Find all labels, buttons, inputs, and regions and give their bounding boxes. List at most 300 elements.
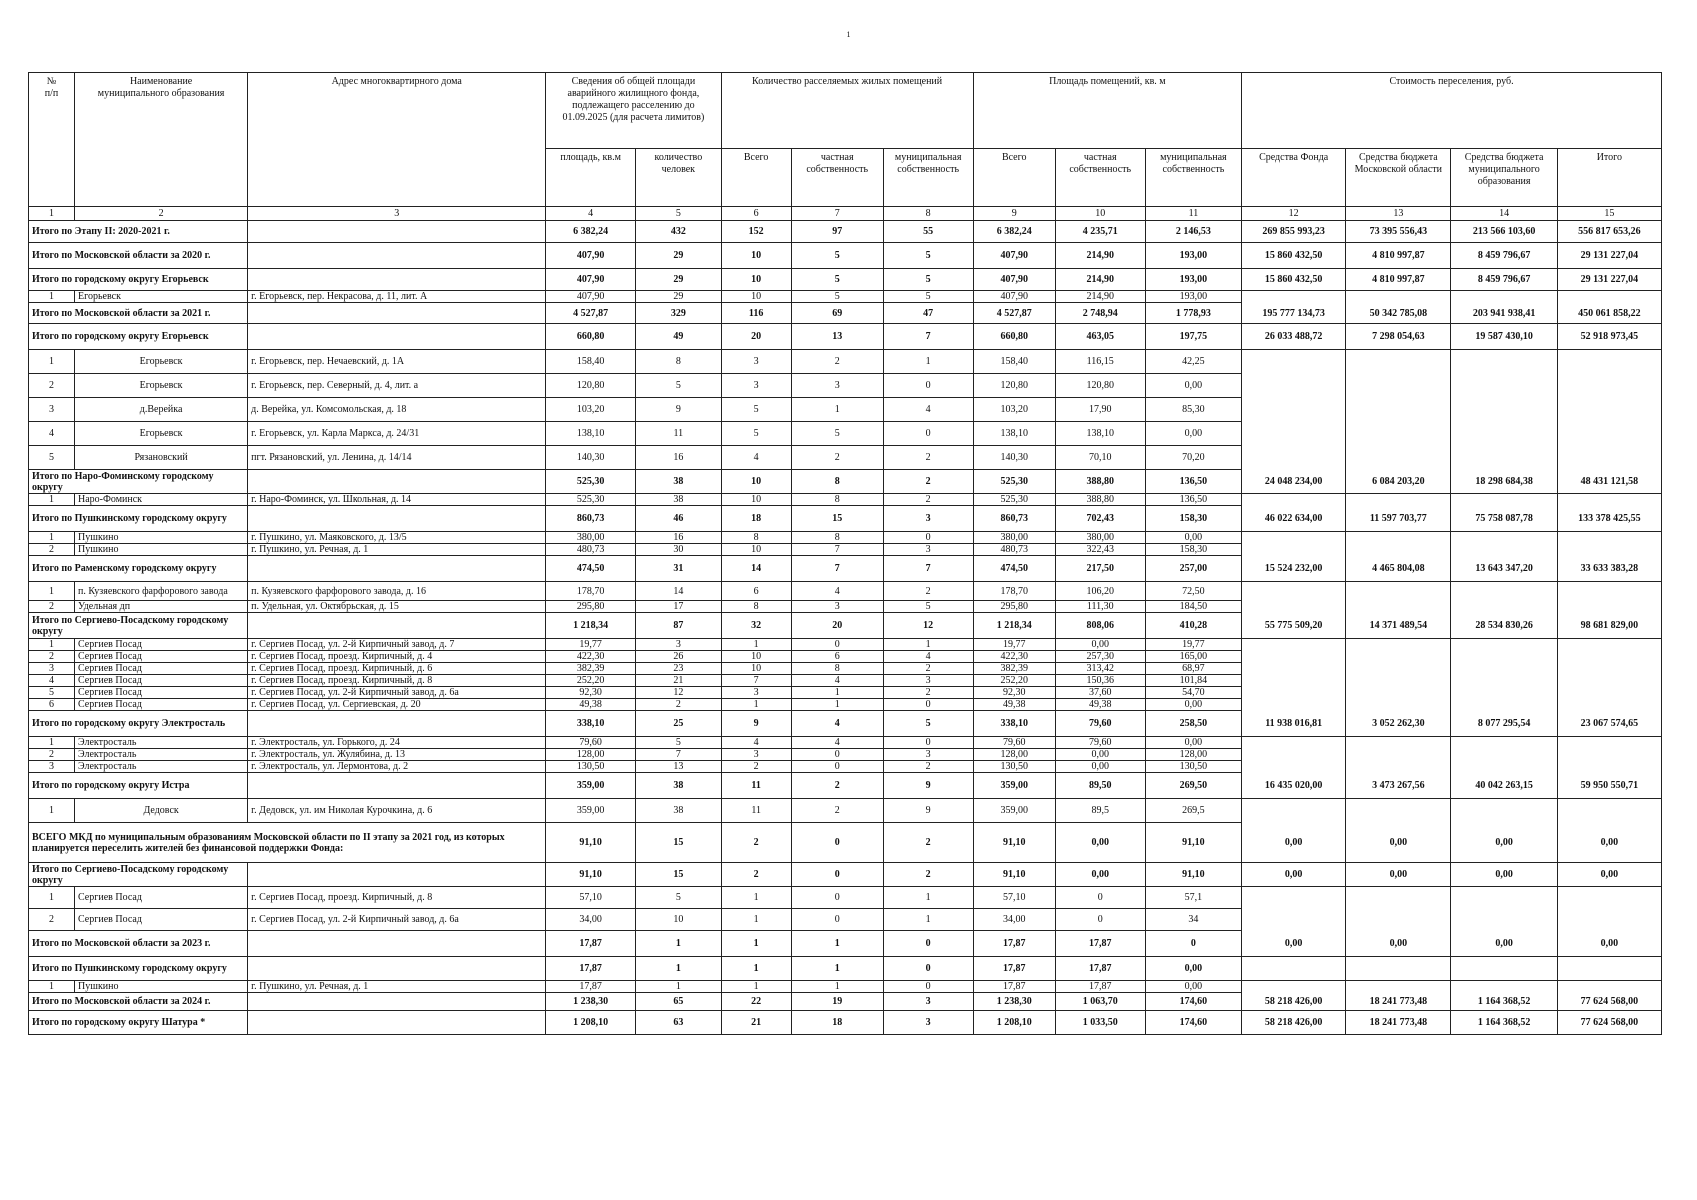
value-cell: 97 — [791, 221, 883, 243]
empty-cell — [1451, 749, 1557, 761]
value-cell: 0 — [791, 863, 883, 887]
house-address: г. Егорьевск, пер. Северный, д. 4, лит. а — [248, 374, 546, 398]
value-cell: 11 938 016,81 — [1242, 711, 1346, 737]
empty-cell — [1451, 582, 1557, 601]
value-cell: 57,10 — [973, 887, 1055, 909]
house-address: п. Удельная, ул. Октябрьская, д. 15 — [248, 601, 546, 613]
subtotal-label: Итого по Пушкинскому городскому округу — [29, 957, 248, 981]
empty-cell — [1557, 601, 1661, 613]
subtotal-label: Итого по Раменскому городскому округу — [29, 556, 248, 582]
empty-cell — [1242, 749, 1346, 761]
address-cell-empty — [248, 1011, 546, 1035]
value-cell: 91,10 — [546, 863, 636, 887]
value-cell: 0,00 — [1145, 957, 1241, 981]
value-cell: 130,50 — [973, 761, 1055, 773]
empty-cell — [1451, 651, 1557, 663]
municipality-name: Егорьевск — [75, 350, 248, 374]
empty-cell — [1451, 291, 1557, 303]
subtotal-row — [29, 773, 1662, 799]
value-cell: 0,00 — [1145, 737, 1241, 749]
value-cell: 42,25 — [1145, 350, 1241, 374]
house-address: г. Сергиев Посад, ул. 2-й Кирпичный завод, д. 6а — [248, 687, 546, 699]
value-cell: 52 918 973,45 — [1557, 324, 1661, 350]
value-cell: 525,30 — [546, 494, 636, 506]
value-cell: 0 — [883, 532, 973, 544]
value-cell: 5 — [721, 422, 791, 446]
value-cell: 91,10 — [973, 863, 1055, 887]
row-number: 6 — [29, 699, 75, 711]
value-cell: 40 042 263,15 — [1451, 773, 1557, 799]
value-cell: 6 — [721, 582, 791, 601]
value-cell: 103,20 — [546, 398, 636, 422]
value-cell: 12 — [636, 687, 721, 699]
house-row — [29, 601, 1662, 613]
value-cell: 91,10 — [546, 823, 636, 863]
value-cell: 410,28 — [1145, 613, 1241, 639]
subtotal-row — [29, 993, 1662, 1011]
value-cell: 5 — [791, 243, 883, 269]
address-cell-empty — [248, 324, 546, 350]
value-cell: 5 — [883, 269, 973, 291]
value-cell: 18 — [721, 506, 791, 532]
value-cell: 1 — [721, 639, 791, 651]
header-cost: Стоимость переселения, руб. — [1242, 73, 1662, 149]
value-cell: 10 — [721, 470, 791, 494]
value-cell: 174,60 — [1145, 1011, 1241, 1035]
row-number: 4 — [29, 422, 75, 446]
value-cell: 0 — [883, 981, 973, 993]
value-cell: 338,10 — [546, 711, 636, 737]
empty-cell — [1557, 749, 1661, 761]
value-cell: 58 218 426,00 — [1242, 993, 1346, 1011]
value-cell: 3 — [883, 544, 973, 556]
header-private-area: частная собственность — [1055, 149, 1145, 207]
value-cell: 2 — [883, 863, 973, 887]
value-cell: 2 748,94 — [1055, 303, 1145, 324]
empty-cell — [1346, 749, 1451, 761]
value-cell: 133 378 425,55 — [1557, 506, 1661, 532]
value-cell: 77 624 568,00 — [1557, 993, 1661, 1011]
empty-cell — [1451, 639, 1557, 651]
value-cell: 10 — [721, 663, 791, 675]
address-cell-empty — [248, 506, 546, 532]
value-cell: 2 — [636, 699, 721, 711]
address-cell-empty — [248, 269, 546, 291]
empty-cell — [1557, 532, 1661, 544]
column-number: 10 — [1055, 207, 1145, 221]
value-cell: 4 810 997,87 — [1346, 243, 1451, 269]
municipality-name: д.Верейка — [75, 398, 248, 422]
subtotal-row — [29, 931, 1662, 957]
municipality-name: Пушкино — [75, 532, 248, 544]
house-address: г. Пушкино, ул. Маяковского, д. 13/5 — [248, 532, 546, 544]
house-row — [29, 699, 1662, 711]
value-cell: 23 — [636, 663, 721, 675]
value-cell: 3 — [883, 993, 973, 1011]
municipality-name: Пушкино — [75, 544, 248, 556]
empty-cell — [1242, 663, 1346, 675]
value-cell: 5 — [791, 269, 883, 291]
empty-cell — [1242, 422, 1346, 446]
value-cell: 140,30 — [973, 446, 1055, 470]
municipality-name: Электросталь — [75, 761, 248, 773]
empty-cell — [1346, 398, 1451, 422]
house-address: п. Кузяевского фарфорового завода, д. 16 — [248, 582, 546, 601]
value-cell: 101,84 — [1145, 675, 1241, 687]
value-cell: 3 — [883, 506, 973, 532]
address-cell-empty — [248, 221, 546, 243]
column-number: 5 — [636, 207, 721, 221]
subtotal-label: Итого по Сергиево-Посадскому городскому округу — [29, 863, 248, 887]
value-cell: 214,90 — [1055, 269, 1145, 291]
value-cell: 0,00 — [1055, 863, 1145, 887]
value-cell: 15 860 432,50 — [1242, 243, 1346, 269]
empty-cell — [1242, 398, 1346, 422]
value-cell: 10 — [721, 291, 791, 303]
empty-cell — [1557, 675, 1661, 687]
empty-cell — [1451, 761, 1557, 773]
empty-cell — [1451, 675, 1557, 687]
empty-cell — [1451, 494, 1557, 506]
subtotal-row — [29, 221, 1662, 243]
value-cell: 16 — [636, 532, 721, 544]
empty-cell — [1242, 494, 1346, 506]
subtotal-label: Итого по городскому округу Шатура * — [29, 1011, 248, 1035]
value-cell: 18 — [791, 1011, 883, 1035]
value-cell: 26 — [636, 651, 721, 663]
value-cell: 130,50 — [546, 761, 636, 773]
house-address: д. Верейка, ул. Комсомольская, д. 18 — [248, 398, 546, 422]
value-cell: 17,87 — [973, 981, 1055, 993]
value-cell: 1 — [721, 887, 791, 909]
value-cell: 359,00 — [973, 799, 1055, 823]
value-cell: 257,00 — [1145, 556, 1241, 582]
value-cell: 0 — [791, 823, 883, 863]
value-cell: 463,05 — [1055, 324, 1145, 350]
value-cell: 138,10 — [546, 422, 636, 446]
empty-cell — [1451, 374, 1557, 398]
subtotal-row — [29, 324, 1662, 350]
value-cell: 5 — [791, 422, 883, 446]
house-row — [29, 544, 1662, 556]
value-cell: 13 — [791, 324, 883, 350]
house-row — [29, 675, 1662, 687]
value-cell: 0 — [1055, 909, 1145, 931]
value-cell: 1 — [791, 398, 883, 422]
house-address: пгт. Рязановский, ул. Ленина, д. 14/14 — [248, 446, 546, 470]
value-cell: 184,50 — [1145, 601, 1241, 613]
value-cell: 0,00 — [1055, 761, 1145, 773]
value-cell: 0,00 — [1145, 699, 1241, 711]
municipality-name: п. Кузяевского фарфорового завода — [75, 582, 248, 601]
value-cell: 30 — [636, 544, 721, 556]
house-address: г. Пушкино, ул. Речная, д. 1 — [248, 981, 546, 993]
house-address: г. Сергиев Посад, ул. 2-й Кирпичный завод, д. 7 — [248, 639, 546, 651]
value-cell: 4 527,87 — [973, 303, 1055, 324]
column-number: 12 — [1242, 207, 1346, 221]
house-address: г. Электросталь, ул. Горького, д. 24 — [248, 737, 546, 749]
value-cell: 4 — [791, 675, 883, 687]
value-cell: 22 — [721, 993, 791, 1011]
empty-cell — [1346, 687, 1451, 699]
value-cell: 0 — [791, 761, 883, 773]
house-address: г. Егорьевск, пер. Нечаевский, д. 1А — [248, 350, 546, 374]
header-no: № п/п — [29, 73, 75, 207]
empty-cell — [1242, 799, 1346, 823]
value-cell: 2 — [883, 823, 973, 863]
value-cell: 808,06 — [1055, 613, 1145, 639]
value-cell: 382,39 — [973, 663, 1055, 675]
value-cell: 136,50 — [1145, 470, 1241, 494]
page-number: 1 — [846, 30, 851, 39]
value-cell: 0 — [791, 749, 883, 761]
subtotal-row — [29, 957, 1662, 981]
house-row — [29, 494, 1662, 506]
empty-cell — [1346, 799, 1451, 823]
value-cell: 0 — [1145, 931, 1241, 957]
house-row — [29, 909, 1662, 931]
value-cell: 407,90 — [546, 291, 636, 303]
value-cell: 4 — [721, 446, 791, 470]
value-cell: 16 — [636, 446, 721, 470]
municipality-name: Дедовск — [75, 799, 248, 823]
value-cell: 213 566 103,60 — [1451, 221, 1557, 243]
value-cell: 257,30 — [1055, 651, 1145, 663]
value-cell: 203 941 938,41 — [1451, 303, 1557, 324]
value-cell: 63 — [636, 1011, 721, 1035]
value-cell: 17,87 — [546, 957, 636, 981]
value-cell: 0,00 — [1242, 931, 1346, 957]
empty-cell — [1346, 544, 1451, 556]
value-cell: 46 022 634,00 — [1242, 506, 1346, 532]
house-row — [29, 532, 1662, 544]
value-cell: 0 — [883, 374, 973, 398]
header-municipal-area: муниципальная собственность — [1145, 149, 1241, 207]
value-cell: 73 395 556,43 — [1346, 221, 1451, 243]
empty-cell — [1557, 699, 1661, 711]
empty-cell — [1557, 957, 1661, 981]
empty-cell — [1242, 737, 1346, 749]
value-cell: 3 — [721, 374, 791, 398]
value-cell: 197,75 — [1145, 324, 1241, 350]
value-cell: 18 298 684,38 — [1451, 470, 1557, 494]
empty-cell — [1557, 582, 1661, 601]
value-cell: 3 — [791, 374, 883, 398]
value-cell: 128,00 — [973, 749, 1055, 761]
address-cell-empty — [248, 243, 546, 269]
value-cell: 47 — [883, 303, 973, 324]
value-cell: 295,80 — [973, 601, 1055, 613]
value-cell: 860,73 — [973, 506, 1055, 532]
empty-cell — [1346, 675, 1451, 687]
row-number: 2 — [29, 651, 75, 663]
value-cell: 128,00 — [1145, 749, 1241, 761]
subtotal-label: Итого по городскому округу Егорьевск — [29, 324, 248, 350]
header-row-top — [29, 73, 1662, 149]
value-cell: 34,00 — [973, 909, 1055, 931]
value-cell: 10 — [721, 651, 791, 663]
row-number: 1 — [29, 291, 75, 303]
empty-cell — [1346, 601, 1451, 613]
value-cell: 18 241 773,48 — [1346, 993, 1451, 1011]
header-total-rooms: Всего — [721, 149, 791, 207]
value-cell: 14 — [636, 582, 721, 601]
value-cell: 14 371 489,54 — [1346, 613, 1451, 639]
value-cell: 1 — [791, 699, 883, 711]
value-cell: 2 — [791, 446, 883, 470]
value-cell: 1 — [636, 981, 721, 993]
value-cell: 1 238,30 — [546, 993, 636, 1011]
value-cell: 6 382,24 — [973, 221, 1055, 243]
value-cell: 178,70 — [546, 582, 636, 601]
empty-cell — [1451, 663, 1557, 675]
empty-cell — [1557, 651, 1661, 663]
resettlement-table — [28, 72, 1662, 1035]
value-cell: 432 — [636, 221, 721, 243]
column-number: 15 — [1557, 207, 1661, 221]
value-cell: 2 — [883, 761, 973, 773]
subtotal-row — [29, 823, 1662, 863]
empty-cell — [1451, 687, 1557, 699]
column-number: 4 — [546, 207, 636, 221]
value-cell: 0 — [883, 422, 973, 446]
value-cell: 29 — [636, 269, 721, 291]
header-municipal-budget: Средства бюджета муниципального образования — [1451, 149, 1557, 207]
value-cell: 23 067 574,65 — [1557, 711, 1661, 737]
value-cell: 69 — [791, 303, 883, 324]
value-cell: 10 — [721, 243, 791, 269]
value-cell: 6 084 203,20 — [1346, 470, 1451, 494]
value-cell: 87 — [636, 613, 721, 639]
value-cell: 10 — [721, 544, 791, 556]
value-cell: 19 — [791, 993, 883, 1011]
value-cell: 15 — [636, 823, 721, 863]
value-cell: 195 777 134,73 — [1242, 303, 1346, 324]
house-row — [29, 887, 1662, 909]
value-cell: 8 459 796,67 — [1451, 243, 1557, 269]
row-number: 1 — [29, 737, 75, 749]
value-cell: 106,20 — [1055, 582, 1145, 601]
value-cell: 15 860 432,50 — [1242, 269, 1346, 291]
house-row — [29, 398, 1662, 422]
value-cell: 11 — [721, 773, 791, 799]
municipality-name: Сергиев Посад — [75, 687, 248, 699]
value-cell: 258,50 — [1145, 711, 1241, 737]
value-cell: 7 — [883, 556, 973, 582]
value-cell: 15 — [791, 506, 883, 532]
value-cell: 49,38 — [546, 699, 636, 711]
house-address: г. Дедовск, ул. им Николая Курочкина, д. 6 — [248, 799, 546, 823]
value-cell: 0,00 — [1055, 639, 1145, 651]
value-cell: 9 — [883, 799, 973, 823]
value-cell: 1 164 368,52 — [1451, 993, 1557, 1011]
value-cell: 103,20 — [973, 398, 1055, 422]
value-cell: 5 — [883, 291, 973, 303]
value-cell: 17,87 — [546, 931, 636, 957]
address-cell-empty — [248, 470, 546, 494]
value-cell: 388,80 — [1055, 470, 1145, 494]
value-cell: 380,00 — [546, 532, 636, 544]
value-cell: 138,10 — [973, 422, 1055, 446]
value-cell: 252,20 — [546, 675, 636, 687]
empty-cell — [1242, 446, 1346, 470]
empty-cell — [1242, 699, 1346, 711]
empty-cell — [1557, 374, 1661, 398]
value-cell: 474,50 — [973, 556, 1055, 582]
house-row — [29, 981, 1662, 993]
house-address: г. Электросталь, ул. Лермонтова, д. 2 — [248, 761, 546, 773]
value-cell: 5 — [883, 243, 973, 269]
value-cell: 407,90 — [973, 291, 1055, 303]
empty-cell — [1451, 887, 1557, 909]
municipality-name: Сергиев Посад — [75, 651, 248, 663]
value-cell: 0,00 — [1346, 823, 1451, 863]
value-cell: 91,10 — [1145, 863, 1241, 887]
value-cell: 21 — [636, 675, 721, 687]
value-cell: 0 — [1055, 887, 1145, 909]
value-cell: 0,00 — [1346, 931, 1451, 957]
empty-cell — [1557, 350, 1661, 374]
value-cell: 8 — [636, 350, 721, 374]
house-row — [29, 374, 1662, 398]
value-cell: 2 — [883, 494, 973, 506]
empty-cell — [1451, 544, 1557, 556]
value-cell: 7 298 054,63 — [1346, 324, 1451, 350]
house-row — [29, 737, 1662, 749]
value-cell: 58 218 426,00 — [1242, 1011, 1346, 1035]
empty-cell — [1242, 761, 1346, 773]
value-cell: 1 — [721, 931, 791, 957]
value-cell: 3 — [721, 749, 791, 761]
subtotal-label: Итого по Московской области за 2024 г. — [29, 993, 248, 1011]
empty-cell — [1451, 350, 1557, 374]
subtotal-row — [29, 556, 1662, 582]
value-cell: 12 — [883, 613, 973, 639]
header-area-sqm: площадь, кв.м — [546, 149, 636, 207]
empty-cell — [1557, 639, 1661, 651]
value-cell: 3 — [883, 749, 973, 761]
column-number: 11 — [1145, 207, 1241, 221]
value-cell: 17,90 — [1055, 398, 1145, 422]
column-number: 14 — [1451, 207, 1557, 221]
subtotal-row — [29, 506, 1662, 532]
empty-cell — [1242, 544, 1346, 556]
value-cell: 295,80 — [546, 601, 636, 613]
empty-cell — [1242, 957, 1346, 981]
column-number: 13 — [1346, 207, 1451, 221]
value-cell: 2 — [721, 863, 791, 887]
value-cell: 7 — [883, 324, 973, 350]
value-cell: 89,50 — [1055, 773, 1145, 799]
value-cell: 116 — [721, 303, 791, 324]
value-cell: 8 — [791, 494, 883, 506]
house-address: г. Сергиев Посад, проезд. Кирпичный, д. 6 — [248, 663, 546, 675]
address-cell-empty — [248, 863, 546, 887]
house-address: г. Сергиев Посад, ул. 2-й Кирпичный завод, д. 6а — [248, 909, 546, 931]
empty-cell — [1557, 687, 1661, 699]
value-cell: 116,15 — [1055, 350, 1145, 374]
value-cell: 2 — [791, 350, 883, 374]
subtotal-row — [29, 1011, 1662, 1035]
value-cell: 8 077 295,54 — [1451, 711, 1557, 737]
value-cell: 407,90 — [546, 243, 636, 269]
value-cell: 380,00 — [973, 532, 1055, 544]
value-cell: 136,50 — [1145, 494, 1241, 506]
subtotal-label: Итого по Московской области за 2020 г. — [29, 243, 248, 269]
value-cell: 2 — [791, 773, 883, 799]
empty-cell — [1346, 422, 1451, 446]
header-rooms-area: Площадь помещений, кв. м — [973, 73, 1242, 149]
